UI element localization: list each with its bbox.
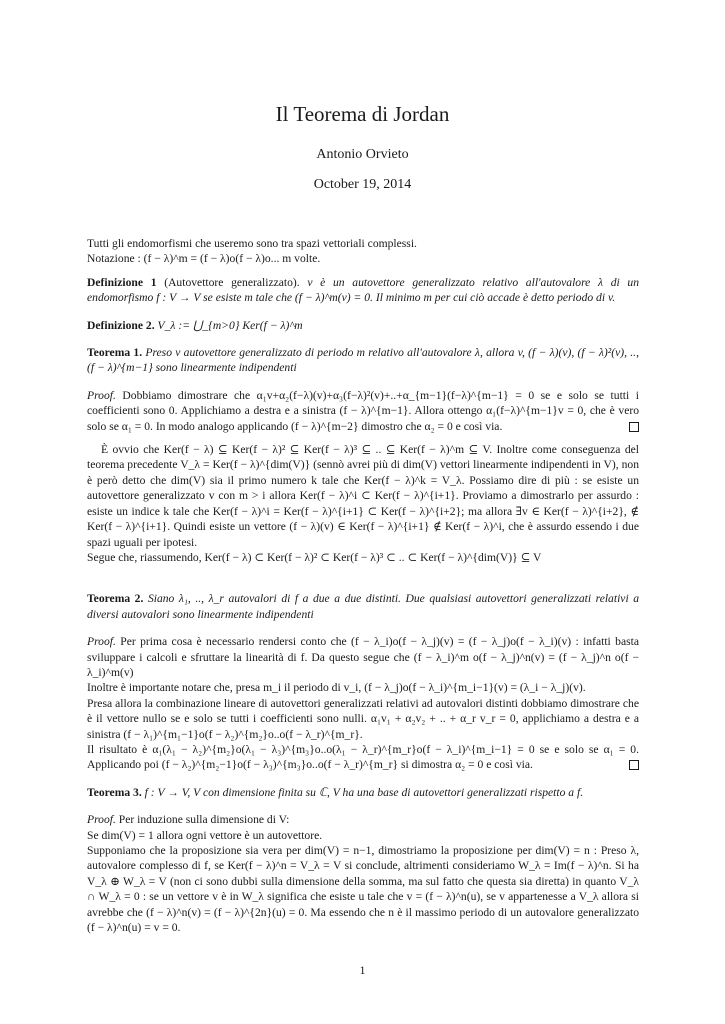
- intro-line-2: Notazione : (f − λ)^m = (f − λ)o(f − λ)o... m volte.: [87, 252, 321, 266]
- theorem-2: [87, 591, 639, 622]
- proof-3-label: Proof.: [87, 813, 116, 827]
- paper-body: [87, 236, 639, 935]
- proof-1-label: Proof.: [87, 388, 116, 402]
- proof-2-line-4-text: Il risultato è α₁(λ₁ − λ₂)^{m₂}o(λ₁ − λ₃)^{m₃}o..o(λ₁ − λ_r)^{m_r}o(f − λ_i)^{m_i−1} = 0 se e solo se α₁ = 0. Applicando poi (f − λ₂)^{m₂−1}o(f − λ₃)^{m₃}o..o(f − λ_r)^{m_r} si dimostra α₂ = 0 e così via.: [87, 742, 639, 772]
- qed-symbol: [629, 760, 639, 770]
- proof-3-line-2: Se dim(V) = 1 allora ogni vettore è un autovettore.: [87, 828, 323, 842]
- theorem-3-text: f : V → V, V con dimensione finita su ℂ, V ha una base di autovettori generalizzati rispetto a f.: [144, 785, 584, 799]
- definition-1-label: Definizione 1: [87, 275, 157, 289]
- theorem-3: [87, 785, 639, 800]
- definition-1-name: (Autovettore generalizzato).: [164, 275, 300, 289]
- proof-2-line-4: [87, 742, 639, 773]
- paper-date: October 19, 2014: [313, 177, 412, 192]
- definition-1-text: v è un autovettore generalizzato relativo all'autovalore λ di un endomorfismo f : V → V se esiste m tale che (f − λ)^m(v) = 0. Il minimo m per cui ciò accade è detto periodo di v.: [87, 275, 639, 305]
- proof-3-line-1: [87, 812, 639, 827]
- page-number: 1: [359, 963, 366, 977]
- proof-2-line-3: Presa allora la combinazione lineare di autovettori generalizzati relativi ad autovalori distinti dobbiamo dimostrare che è il vettore nullo se e solo se tutti i coefficienti sono nulli. α₁v₁ + α₂v₂ + .. + α_r v_r = 0, applichiamo a destra e a sinistra (f − λ₁)^{m₁−1}o(f − λ₂)^{m₂}o..o(f − λ_r)^{m_r}.: [87, 696, 639, 741]
- theorem-1: [87, 345, 639, 376]
- paragraph-kernel-chain: È ovvio che Ker(f − λ) ⊆ Ker(f − λ)² ⊆ Ker(f − λ)³ ⊆ .. ⊆ Ker(f − λ)^m ⊆ V. Inoltre come conseguenza del teorema precedente V_λ = Ker(f − λ)^{dim(V)} (sennò avrei più di dim(V) vettori linearmente indipendenti in V), non è però detto che dim(V) sia il primo numero k tale che Ker(f − λ)^k = V_λ. Possiamo dire di più : se esiste un autovettore generalizzato v con m > i allora Ker(f − λ)^i ⊂ Ker(f − λ)^{i+1}. Proviamo a dimostrarlo per assurdo : esiste un indice k tale che Ker(f − λ)^i = Ker(f − λ)^{i+1} ⊂ Ker(f − λ)^{i+2}; ma allora ∃v ∈ Ker(f − λ)^{i+2}, ∉ Ker(f − λ)^{i+1}. Quindi esiste un vettore (f − λ)(v) ∈ Ker(f − λ)^{i+1} ∉ Ker(f − λ)^i, che è assurdo essendo i due spazi uguali per ipotesi.: [87, 443, 639, 549]
- qed-symbol: [629, 422, 639, 432]
- paper-title: Il Teorema di Jordan: [275, 102, 450, 126]
- paper-author: Antonio Orvieto: [316, 147, 409, 162]
- paragraph-kernel-summary: Segue che, riassumendo, Ker(f − λ) ⊂ Ker(f − λ)² ⊂ Ker(f − λ)³ ⊂ .. ⊂ Ker(f − λ)^{dim(V)} ⊆ V: [87, 550, 542, 564]
- theorem-1-text: Preso v autovettore generalizzato di periodo m relativo all'autovalore λ, allora v, (f − λ)(v), (f − λ)²(v), .., (f − λ)^{m−1} sono linearmente indipendenti: [87, 346, 639, 375]
- theorem-1-label: Teorema 1.: [87, 346, 143, 360]
- proof-1: [87, 388, 639, 434]
- proof-2-line-2: Inoltre è importante notare che, presa m_i il periodo di v_i, (f − λ_j)o(f − λ_i)^{m_i−1}(v) = (λ_i − λ_j)(v).: [87, 681, 586, 695]
- definition-2: [87, 318, 639, 333]
- definition-2-text: V_λ := ⋃_{m>0} Ker(f − λ)^m: [157, 318, 303, 332]
- intro-line-1: Tutti gli endomorfismi che useremo sono tra spazi vettoriali complessi.: [87, 237, 417, 250]
- proof-2-text: Per prima cosa è necessario rendersi conto che (f − λ_i)o(f − λ_j)(v) = (f − λ_j)o(f − λ_i)(v) : infatti basta sviluppare i calcoli e sfruttare la linearità di f. Da questo segue che (f − λ_i)^m o(f − λ_j)^n(v) = (f − λ_j)^n o(f − λ_i)^m(v): [87, 635, 639, 679]
- proof-2-label: Proof.: [87, 635, 116, 649]
- proof-3-text: Per induzione sulla dimensione di V:: [118, 813, 290, 827]
- definition-2-label: Definizione 2.: [87, 318, 155, 332]
- proof-1-text: Dobbiamo dimostrare che α₁v+α₂(f−λ)(v)+α₃(f−λ)²(v)+..+α_{m−1}(f−λ)^{m−1} = 0 se e solo se tutti i coefficienti sono 0. Applichiamo a destra e a sinistra (f − λ)^{m−1}. Allora ottengo α₁(f−λ)^{m−1}v = 0, che è vero solo se α₁ = 0. In modo analogo applicando (f − λ)^{m−2} dimostro che α₂ = 0 e così via.: [87, 388, 639, 433]
- proof-3-line-3: Supponiamo che la proposizione sia vera per dim(V) = n−1, dimostriamo la proposizione per dim(V) = n : Preso λ, autovalore complesso di f, se Ker(f − λ)^n = V_λ = V si conclude, altrimenti consideriamo W_λ = Im(f − λ)^n. Si ha V_λ ⊕ W_λ = V (non ci sono dubbi sulla dimensione della somma, ma sul fatto che questa sia diretta) in quanto V_λ ∩ W_λ = 0 : se un vettore v è in W_λ significa che esiste u tale che v = (f − λ)^n(u), se v appartenesse a V_λ allora si avrebbe che (f − λ)^n(v) = (f − λ)^{2n}(u) = 0. Ma essendo che n è il massimo periodo di un autovalore generalizzato (f − λ)^n(u) = v = 0.: [87, 844, 639, 935]
- proof-2-line-1: [87, 634, 639, 680]
- theorem-3-label: Teorema 3.: [87, 785, 142, 799]
- definition-1: [87, 275, 639, 306]
- theorem-2-label: Teorema 2.: [87, 592, 144, 606]
- theorem-2-text: Siano λ₁, .., λ_r autovalori di f a due a due distinti. Due qualsiasi autovettori generalizzati relativi a diversi autovalori sono linearmente indipendenti: [87, 592, 640, 621]
